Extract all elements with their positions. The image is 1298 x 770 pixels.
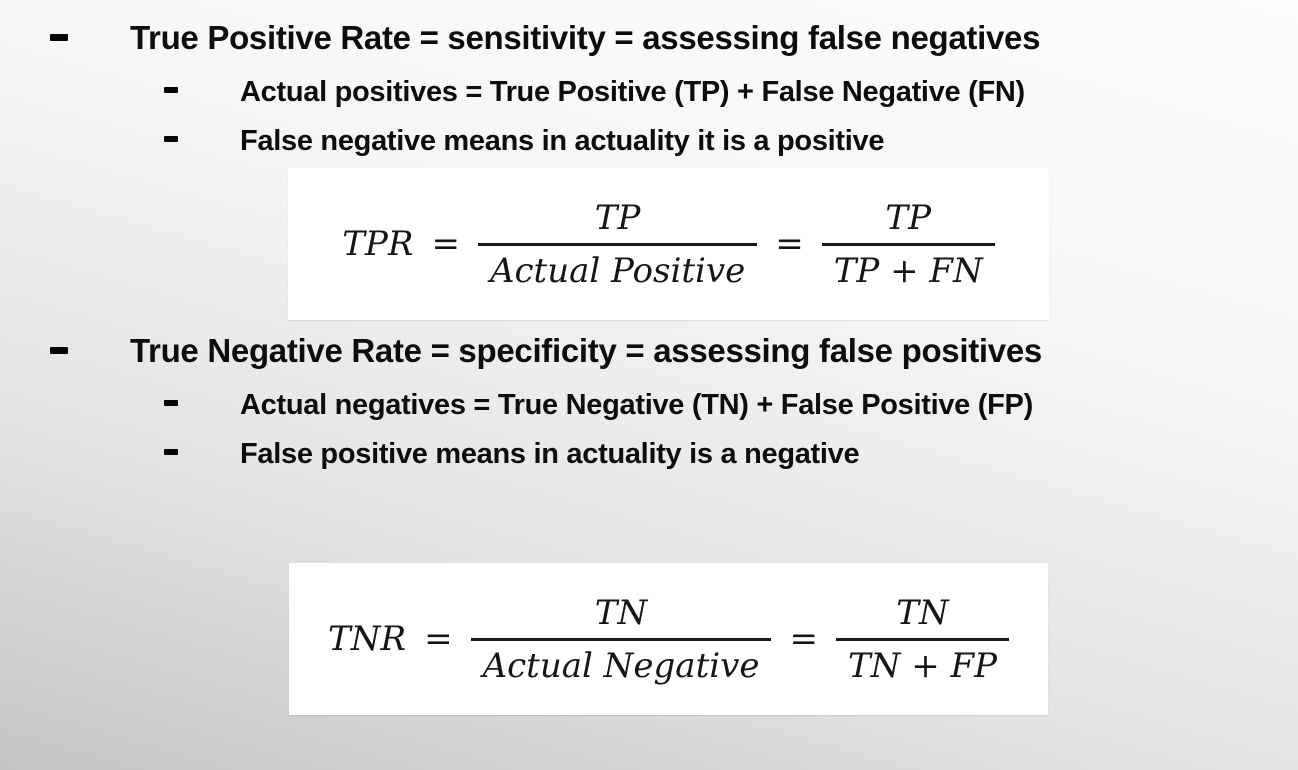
fraction-numerator: TP xyxy=(885,197,931,238)
bullet-item-actual-negatives: Actual negatives = True Negative (TN) + False Positive (FP) xyxy=(240,389,1033,421)
equals-sign: = xyxy=(424,619,453,659)
tnr-formula xyxy=(328,593,1009,686)
bullet-item-tnr-title: True Negative Rate = specificity = assessing false positives xyxy=(130,332,1042,369)
fraction-denominator: TN + FP xyxy=(836,638,1009,686)
fraction-denominator: TP + FN xyxy=(822,243,995,291)
bullet-item-actual-positives: Actual positives = True Positive (TP) + False Negative (FN) xyxy=(240,76,1025,108)
bullet-item-false-positive-meaning: False positive means in actuality is a negative xyxy=(240,438,860,470)
fraction-numerator: TN xyxy=(896,592,949,633)
equals-sign: = xyxy=(775,224,804,264)
fraction-denominator: Actual Negative xyxy=(471,638,772,686)
fraction-numerator: TP xyxy=(594,197,641,238)
bullet-item-false-negative-meaning: False negative means in actuality it is a positive xyxy=(240,125,885,157)
formula-lhs: TNR xyxy=(328,619,407,659)
formula-lhs: TPR xyxy=(342,224,414,264)
equals-sign: = xyxy=(431,224,460,264)
fraction-denominator: Actual Positive xyxy=(478,243,757,291)
fraction xyxy=(478,198,757,291)
tpr-formula xyxy=(342,198,994,291)
bullet-dash-icon xyxy=(164,400,178,406)
tpr-formula-image xyxy=(288,168,1049,320)
bullet-item-tpr-title: True Positive Rate = sensitivity = assessing false negatives xyxy=(130,19,1041,56)
bullet-dash-icon xyxy=(164,136,178,142)
fraction xyxy=(471,593,772,686)
fraction xyxy=(836,593,1009,686)
bullet-dash-icon xyxy=(50,34,68,41)
fraction xyxy=(822,198,995,291)
fraction-numerator: TN xyxy=(594,592,648,633)
bullet-dash-icon xyxy=(164,449,178,455)
tnr-formula-image xyxy=(289,563,1048,715)
equals-sign: = xyxy=(789,619,818,659)
bullet-dash-icon xyxy=(50,347,68,354)
bullet-dash-icon xyxy=(164,87,178,93)
